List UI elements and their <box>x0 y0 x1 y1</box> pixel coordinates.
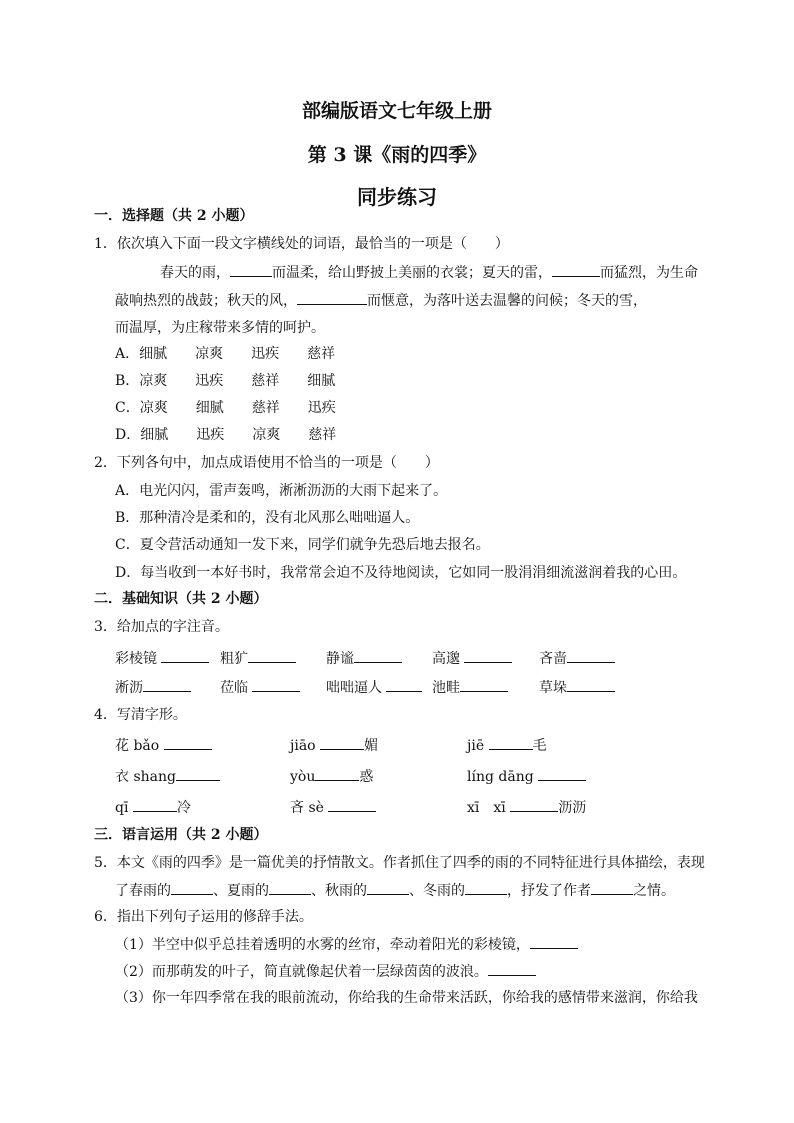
pinyin-prompt: 花 bǎo <box>115 738 160 754</box>
pinyin-prompt: yòu <box>290 769 316 785</box>
pinyin-item <box>539 677 615 698</box>
document-subtitle: 同步练习 <box>357 185 437 209</box>
question-2-option-d[interactable]: D．每当收到一本好书时，我常常会迫不及待地阅读，它如同一股涓涓细流滋润着我的心田。 <box>115 565 687 581</box>
word: 吝啬 <box>539 651 567 667</box>
passage-text: 而温柔，给山野披上美丽的衣裳；夏天的雷， <box>272 265 552 281</box>
answer-blank[interactable] <box>464 648 512 663</box>
glyph-item <box>467 735 547 756</box>
answer-blank[interactable] <box>248 648 296 663</box>
answer-blank[interactable] <box>230 262 272 277</box>
question-1-passage-line-3: 而温厚，为庄稼带来多情的呵护。 <box>115 320 325 336</box>
pinyin-prompt: líng dāng <box>467 769 534 785</box>
question-1-option-c[interactable]: C．凉爽 细腻 慈祥 迅疾 <box>115 400 336 416</box>
answer-blank[interactable] <box>176 766 220 781</box>
answer-blank[interactable] <box>510 797 558 812</box>
passage-text: 、冬雨的 <box>409 883 465 899</box>
answer-blank[interactable] <box>269 880 311 895</box>
sentence-text: （2）而那萌发的叶子，简直就像起伏着一层绿茵茵的波浪。 <box>115 964 488 980</box>
word: 彩棱镜 <box>115 651 157 667</box>
question-6-sentence-3: （3）你一年四季常在我的眼前流动，你给我的生命带来活跃，你给我的感情带来滋润，你给我 <box>115 990 698 1006</box>
section-heading-language-use: 三．语言运用（共 2 小题） <box>94 827 268 843</box>
glyph-item <box>467 766 586 787</box>
pinyin-item <box>220 677 300 698</box>
passage-text: 、秋雨的 <box>311 883 367 899</box>
question-1-passage-line-1 <box>160 262 698 283</box>
answer-blank[interactable] <box>489 735 533 750</box>
word: 静谧 <box>326 651 354 667</box>
character-suffix: 毛 <box>532 738 547 754</box>
pinyin-item <box>539 648 615 669</box>
passage-text: 之情。 <box>633 883 675 899</box>
question-2-option-a[interactable]: A．电光闪闪，雷声轰鸣，淅淅沥沥的大雨下起来了。 <box>115 483 448 499</box>
question-3-stem: 3．给加点的字注音。 <box>94 619 229 635</box>
passage-text: 而惬意，为落叶送去温馨的问候；冬天的雪， <box>367 293 647 309</box>
character-suffix: 沥沥 <box>558 800 587 816</box>
glyph-item <box>290 735 378 756</box>
passage-text: 春天的雨， <box>160 265 230 281</box>
answer-blank[interactable] <box>328 797 376 812</box>
pinyin-item <box>115 648 209 669</box>
glyph-item <box>467 797 586 818</box>
word: 池畦 <box>432 680 460 696</box>
answer-blank[interactable] <box>252 677 300 692</box>
answer-blank[interactable] <box>143 677 191 692</box>
answer-blank[interactable] <box>161 648 209 663</box>
section-heading-choice: 一．选择题（共 2 小题） <box>94 208 254 224</box>
question-5-line-2 <box>115 880 675 901</box>
answer-blank[interactable] <box>386 677 422 692</box>
pinyin-item <box>326 677 422 698</box>
pinyin-item <box>432 677 508 698</box>
passage-text: 、夏雨的 <box>213 883 269 899</box>
answer-blank[interactable] <box>133 797 177 812</box>
answer-blank[interactable] <box>171 880 213 895</box>
answer-blank[interactable] <box>552 262 600 277</box>
answer-blank[interactable] <box>567 677 615 692</box>
pinyin-item <box>326 648 402 669</box>
glyph-item <box>290 797 376 818</box>
question-6-sentence-2 <box>115 961 536 982</box>
question-1-option-b[interactable]: B．凉爽 迅疾 慈祥 细腻 <box>115 373 336 389</box>
answer-blank[interactable] <box>530 934 578 949</box>
word: 莅临 <box>220 680 248 696</box>
question-1-stem: 1．依次填入下面一段文字横线处的词语，最恰当的一项是（ ） <box>94 236 509 252</box>
answer-blank[interactable] <box>460 677 508 692</box>
answer-blank[interactable] <box>354 648 402 663</box>
pinyin-prompt: jiē <box>467 738 485 754</box>
word: 粗犷 <box>220 651 248 667</box>
lesson-title: 第 3 课《雨的四季》 <box>307 144 487 166</box>
answer-blank[interactable] <box>315 766 359 781</box>
question-2-option-b[interactable]: B．那种清冷是柔和的，没有北风那么咄咄逼人。 <box>115 510 420 526</box>
pinyin-prompt: 吝 sè <box>290 800 324 816</box>
question-1-passage-line-2 <box>115 290 647 311</box>
character-suffix: 冷 <box>176 800 191 816</box>
question-4-stem: 4．写清字形。 <box>94 707 187 723</box>
sentence-text: （1）半空中似乎总挂着透明的水雾的丝帘，牵动着阳光的彩棱镜， <box>115 937 530 953</box>
passage-text: 了春雨的 <box>115 883 171 899</box>
question-1-option-d[interactable]: D．细腻 迅疾 凉爽 慈祥 <box>115 427 337 443</box>
pinyin-item <box>220 648 296 669</box>
answer-blank[interactable] <box>488 961 536 976</box>
answer-blank[interactable] <box>297 290 367 305</box>
pinyin-item <box>432 648 512 669</box>
section-heading-basics: 二．基础知识（共 2 小题） <box>94 591 268 607</box>
passage-text: 敲响热烈的战鼓；秋天的风， <box>115 293 297 309</box>
question-6-sentence-1 <box>115 934 578 955</box>
question-1-option-a[interactable]: A．细腻 凉爽 迅疾 慈祥 <box>115 346 336 362</box>
pinyin-prompt: qī <box>115 800 129 816</box>
answer-blank[interactable] <box>567 648 615 663</box>
answer-blank[interactable] <box>320 735 364 750</box>
glyph-item <box>115 766 220 787</box>
word: 淅沥 <box>115 680 143 696</box>
word: 咄咄逼人 <box>326 680 382 696</box>
answer-blank[interactable] <box>367 880 409 895</box>
answer-blank[interactable] <box>465 880 507 895</box>
answer-blank[interactable] <box>164 735 212 750</box>
character-suffix: 媚 <box>364 738 379 754</box>
glyph-item <box>115 735 212 756</box>
pinyin-prompt: jiāo <box>290 738 316 754</box>
question-6-stem: 6．指出下列句子运用的修辞手法。 <box>94 909 313 925</box>
passage-text: ，抒发了作者 <box>507 883 591 899</box>
answer-blank[interactable] <box>538 766 586 781</box>
word: 草垛 <box>539 680 567 696</box>
pinyin-item <box>115 677 191 698</box>
pinyin-prompt: 衣 shang <box>115 769 176 785</box>
question-5-line-1: 5．本文《雨的四季》是一篇优美的抒情散文。作者抓住了四季的雨的不同特征进行具体描绘，表现 <box>94 855 705 871</box>
document-title: 部编版语文七年级上册 <box>301 100 492 122</box>
glyph-item <box>290 766 373 787</box>
glyph-item <box>115 797 191 818</box>
question-2-option-c[interactable]: C．夏令营活动通知一发下来，同学们就争先恐后地去报名。 <box>115 537 490 553</box>
character-suffix: 惑 <box>359 769 374 785</box>
pinyin-prompt: xī xī <box>467 800 506 816</box>
answer-blank[interactable] <box>591 880 633 895</box>
question-2-stem: 2．下列各句中，加点成语使用不恰当的一项是（ ） <box>94 455 439 471</box>
word: 高邈 <box>432 651 460 667</box>
passage-text: 而猛烈，为生命 <box>600 265 698 281</box>
